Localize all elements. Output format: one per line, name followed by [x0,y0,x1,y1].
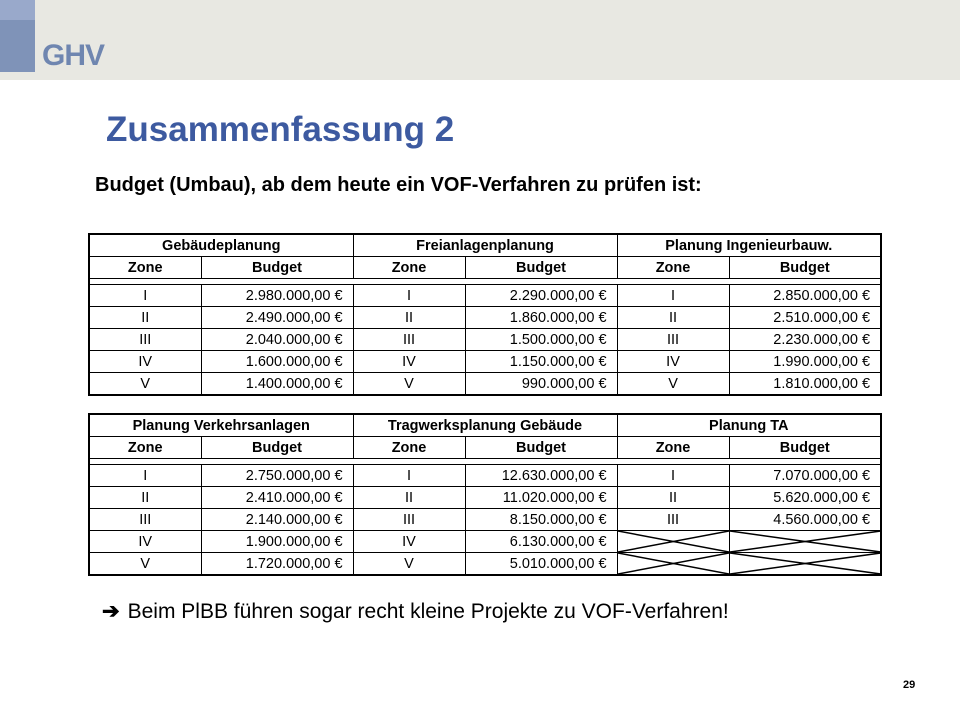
group-header: Freianlagenplanung [353,234,617,257]
column-header-zone: Zone [353,437,465,459]
table-row [89,351,881,373]
zone-cell: II [89,307,201,329]
column-header-budget: Budget [201,257,353,279]
zone-cell: I [617,465,729,487]
logo-block-lower [0,20,35,72]
table-row [89,285,881,307]
column-header-zone: Zone [353,257,465,279]
zone-cell: V [89,553,201,576]
budget-cell: 2.980.000,00 € [201,285,353,307]
budget-cell: 2.230.000,00 € [729,329,881,351]
budget-cell: 2.040.000,00 € [201,329,353,351]
table-row [89,307,881,329]
budget-cell: 12.630.000,00 € [465,465,617,487]
zone-cell: I [353,465,465,487]
budget-cell: 2.290.000,00 € [465,285,617,307]
zone-cell: II [353,487,465,509]
budget-cell: 2.490.000,00 € [201,307,353,329]
zone-cell: I [353,285,465,307]
zone-cell: IV [353,351,465,373]
budget-cell: 2.850.000,00 € [729,285,881,307]
column-header-row [89,257,881,279]
column-header-zone: Zone [617,437,729,459]
crossed-out-cell [729,553,881,576]
column-header-budget: Budget [201,437,353,459]
budget-cell: 1.860.000,00 € [465,307,617,329]
zone-cell: V [353,373,465,396]
table-row [89,553,881,576]
zone-cell: III [89,509,201,531]
table-row [89,329,881,351]
zone-cell: III [353,509,465,531]
budget-cell: 2.140.000,00 € [201,509,353,531]
zone-cell: IV [89,531,201,553]
budget-cell: 1.990.000,00 € [729,351,881,373]
zone-cell: IV [353,531,465,553]
column-header-zone: Zone [89,257,201,279]
table-row [89,509,881,531]
table-row [89,465,881,487]
zone-cell: IV [617,351,729,373]
budget-cell: 6.130.000,00 € [465,531,617,553]
column-header-budget: Budget [465,437,617,459]
crossed-out-cell [729,531,881,553]
zone-cell: V [617,373,729,396]
group-header: Gebäudeplanung [89,234,353,257]
zone-cell: III [617,329,729,351]
budget-cell: 1.500.000,00 € [465,329,617,351]
page-number: 29 [903,679,916,691]
budget-cell: 4.560.000,00 € [729,509,881,531]
table-row [89,373,881,396]
column-header-row [89,437,881,459]
zone-cell: I [89,285,201,307]
group-header: Planung Ingenieurbauw. [617,234,881,257]
zone-cell: V [89,373,201,396]
column-header-budget: Budget [729,257,881,279]
column-header-budget: Budget [465,257,617,279]
zone-cell: II [617,487,729,509]
budget-cell: 5.620.000,00 € [729,487,881,509]
zone-cell: II [353,307,465,329]
zone-cell: I [617,285,729,307]
group-header: Planung Verkehrsanlagen [89,414,353,437]
budget-cell: 1.400.000,00 € [201,373,353,396]
budget-cell: 2.410.000,00 € [201,487,353,509]
group-header: Planung TA [617,414,881,437]
header-banner [0,0,960,80]
column-header-budget: Budget [729,437,881,459]
slide-title: Zusammenfassung 2 [106,110,455,149]
budget-cell: 1.600.000,00 € [201,351,353,373]
column-header-zone: Zone [617,257,729,279]
budget-cell: 1.900.000,00 € [201,531,353,553]
conclusion-text: Beim PlBB führen sogar recht kleine Projekte zu VOF-Verfahren! [127,600,729,623]
group-header-row [89,234,881,257]
budget-cell: 1.720.000,00 € [201,553,353,576]
zone-cell: II [89,487,201,509]
budget-table-1 [88,233,882,396]
zone-cell: II [617,307,729,329]
table-row [89,531,881,553]
budget-cell: 1.810.000,00 € [729,373,881,396]
zone-cell: V [353,553,465,576]
budget-cell: 5.010.000,00 € [465,553,617,576]
zone-cell: III [617,509,729,531]
group-header: Tragwerksplanung Gebäude [353,414,617,437]
budget-cell: 2.510.000,00 € [729,307,881,329]
column-header-zone: Zone [89,437,201,459]
budget-table-2 [88,413,882,576]
zone-cell: I [89,465,201,487]
conclusion-statement [102,597,729,627]
arrow-right-icon: ➔ [102,600,120,623]
crossed-out-cell [617,531,729,553]
budget-cell: 8.150.000,00 € [465,509,617,531]
table-row [89,487,881,509]
slide-subtitle: Budget (Umbau), ab dem heute ein VOF-Verfahren zu prüfen ist: [95,174,702,196]
zone-cell: III [89,329,201,351]
budget-cell: 11.020.000,00 € [465,487,617,509]
ghv-logo: GHV [42,39,105,72]
zone-cell: III [353,329,465,351]
budget-cell: 7.070.000,00 € [729,465,881,487]
budget-cell: 2.750.000,00 € [201,465,353,487]
budget-cell: 990.000,00 € [465,373,617,396]
group-header-row [89,414,881,437]
crossed-out-cell [617,553,729,576]
zone-cell: IV [89,351,201,373]
budget-cell: 1.150.000,00 € [465,351,617,373]
